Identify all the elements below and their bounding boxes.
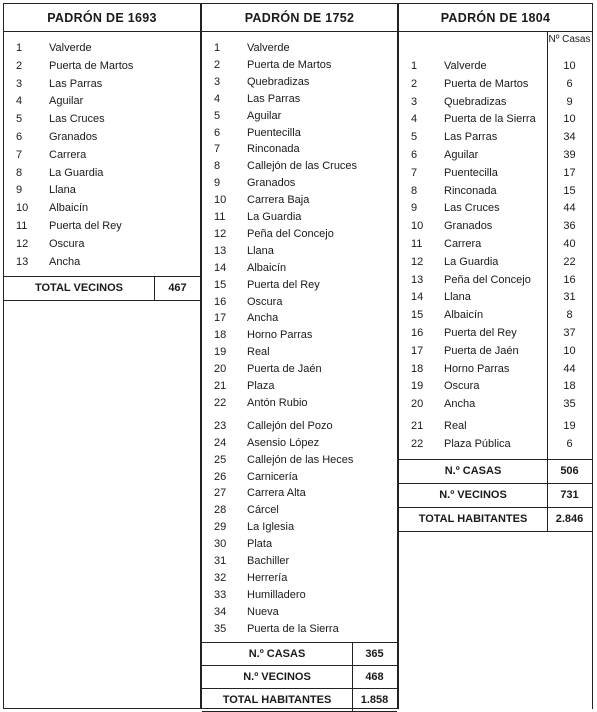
street-row [4,236,200,253]
street-number: 24 [214,436,227,449]
street-number: 8 [411,184,418,197]
street-name: Puerta de la Sierra [444,113,536,126]
street-name: Plaza Pública [444,437,511,450]
street-row [399,289,592,306]
street-row [202,378,397,395]
casas-count: 40 [563,238,576,250]
street-row [202,469,397,486]
street-number: 27 [214,487,227,500]
street-row [202,418,397,435]
street-name: Peña del Concejo [444,273,531,286]
street-name: Valverde [49,42,92,54]
street-row [202,277,397,294]
street-row [4,254,200,271]
street-name: Ancha [247,312,279,325]
street-number: 2 [16,59,23,72]
street-name: Callejón de las Cruces [247,160,358,173]
street-row [4,200,200,217]
casas-count: 22 [563,255,576,268]
street-row [202,570,397,587]
casas-count: 10 [563,344,576,357]
street-number: 12 [411,255,424,268]
street-row [4,76,200,93]
casas-count: 44 [563,202,576,215]
street-number: 33 [214,588,227,601]
street-name: Callejón de las Heces [247,453,354,466]
street-name: Puerta de Jaén [247,363,322,376]
street-number: 1 [411,60,418,72]
street-row [4,58,200,75]
census-table [3,3,593,709]
casas-count: 36 [563,220,576,233]
street-row [399,183,592,200]
street-name: Llana [444,291,471,304]
street-name: Oscura [247,295,283,308]
street-row [399,325,592,342]
street-number: 3 [411,95,418,108]
total-value: 468 [365,671,384,683]
street-name: Carrera [444,238,482,250]
total-divider [352,665,353,688]
street-name: Puerta de Martos [247,58,332,71]
street-name: Antón Rubio [247,396,308,409]
casas-count: 31 [563,291,576,304]
street-row [399,361,592,378]
street-row [202,604,397,621]
street-number: 4 [411,113,418,126]
street-number: 26 [214,470,227,483]
street-number: 5 [411,131,418,144]
street-name: La Iglesia [247,521,295,534]
totals-rule [399,483,592,484]
census-1752-column [201,3,398,709]
street-row [399,378,592,395]
casas-count: 9 [566,95,573,108]
street-number: 2 [214,58,221,71]
total-divider [352,688,353,711]
street-number: 11 [411,238,423,250]
column-title-1693: PADRÓN DE 1693 [4,4,200,32]
street-row [202,192,397,209]
street-row [202,108,397,125]
total-row [4,276,200,300]
street-number: 10 [411,220,424,233]
total-value: 506 [560,465,579,477]
street-name: Asensio López [247,436,320,449]
street-name: Carrera [49,148,87,161]
street-number: 16 [214,295,227,308]
street-row [202,226,397,243]
street-row [4,111,200,128]
street-number: 22 [411,437,424,450]
street-row [399,147,592,164]
casas-count: 15 [563,184,576,197]
casas-count: 44 [563,362,576,375]
street-row [399,165,592,182]
street-name: Rinconada [247,143,300,156]
street-name: Plata [247,538,273,551]
street-row [202,587,397,604]
street-name: Horno Parras [444,362,510,375]
street-name: Albaicín [49,202,89,215]
street-name: Puerta de la Sierra [247,622,339,635]
total-row [202,665,397,689]
casas-count: 39 [563,149,576,161]
street-name: Plaza [247,380,275,392]
street-row [202,209,397,226]
street-row [202,91,397,108]
street-row [202,175,397,192]
street-number: 7 [411,166,418,179]
total-divider [352,642,353,665]
street-name: Las Parras [247,92,301,105]
street-row [202,485,397,502]
street-number: 18 [411,362,424,375]
street-number: 10 [16,202,29,215]
street-name: Humilladero [247,588,306,601]
street-name: Albaicín [444,309,484,322]
street-number: 7 [16,148,23,161]
casas-column-divider [547,32,548,532]
total-label: N.º CASAS [444,465,502,477]
street-name: Ancha [444,398,476,411]
street-row [399,129,592,146]
street-row [202,141,397,158]
total-divider [547,483,548,507]
street-row [202,310,397,327]
street-number: 19 [411,380,424,393]
street-name: Real [247,346,270,359]
street-row [202,361,397,378]
street-name: La Guardia [444,255,499,268]
census-1693-column [3,3,201,709]
street-row [399,218,592,235]
street-row [202,395,397,412]
total-label: N.º VECINOS [243,671,311,683]
street-row [399,111,592,128]
street-row [399,272,592,289]
street-number: 35 [214,622,227,635]
street-number: 7 [214,143,221,156]
street-name: Puerta del Rey [49,220,122,232]
total-label: TOTAL HABITANTES [418,513,528,525]
street-row [4,182,200,199]
street-row [202,553,397,570]
street-number: 4 [16,95,23,108]
total-value: 467 [168,282,187,294]
total-label: TOTAL HABITANTES [222,694,332,706]
street-row [4,129,200,146]
street-number: 13 [411,273,424,286]
total-row [399,507,592,531]
street-number: 29 [214,521,227,534]
street-name: Las Cruces [49,113,105,126]
street-number: 23 [214,419,227,432]
street-number: 6 [214,126,221,139]
street-row [202,40,397,57]
street-name: Carrera Alta [247,487,306,500]
street-row [202,327,397,344]
casas-count: 6 [566,77,573,90]
street-row [202,435,397,452]
casas-count: 35 [563,398,576,411]
street-number: 25 [214,453,227,466]
street-row [4,93,200,110]
street-row [399,200,592,217]
street-row [4,147,200,164]
street-name: Horno Parras [247,329,313,342]
street-number: 14 [411,291,424,304]
total-value: 1.858 [360,694,389,706]
casas-count: 17 [563,166,576,179]
street-name: Granados [247,177,296,190]
totals-rule [202,688,397,689]
street-number: 3 [16,77,23,90]
totals-rule [399,507,592,508]
street-name: Albaicín [247,261,287,274]
street-row [399,307,592,324]
street-number: 10 [214,194,227,207]
street-name: Nueva [247,605,279,618]
street-row [202,536,397,553]
street-number: 32 [214,571,227,584]
street-name: Llana [49,184,76,197]
totals-rule [202,642,397,643]
casas-count: 8 [566,309,573,322]
street-row [4,165,200,182]
street-number: 14 [214,261,227,274]
total-value: 365 [365,648,384,660]
total-divider [547,507,548,531]
street-row [202,74,397,91]
street-row [202,125,397,142]
street-row [399,58,592,75]
street-name: Oscura [49,237,85,250]
casas-column-header: Nº Casas [548,34,591,45]
total-divider [547,459,548,483]
street-number: 9 [214,177,221,190]
street-number: 6 [411,149,418,161]
street-name: Real [444,420,467,432]
street-number: 3 [214,75,221,88]
street-name: Aguilar [444,149,479,161]
street-number: 12 [16,237,29,250]
street-name: Las Cruces [444,202,500,215]
street-number: 8 [16,166,23,179]
street-number: 28 [214,504,227,517]
street-row [202,502,397,519]
totals-end-rule [4,300,200,301]
casas-count: 37 [563,327,576,339]
street-row [202,519,397,536]
street-name: Puerta de Martos [444,77,529,90]
street-number: 6 [16,131,23,143]
totals-rule [399,459,592,460]
street-name: Puerta del Rey [444,327,517,339]
street-name: Granados [49,131,98,143]
street-row [202,260,397,277]
street-number: 13 [16,255,29,268]
street-name: Carrera Baja [247,194,310,207]
street-number: 5 [214,109,221,122]
casas-count: 10 [563,60,576,72]
street-row [202,158,397,175]
street-name: Valverde [247,42,290,54]
casas-count: 34 [563,131,576,144]
street-row [399,343,592,360]
street-name: Puentecilla [444,166,498,179]
street-number: 21 [411,420,424,432]
street-name: Carnicería [247,470,298,483]
casas-count: 16 [563,273,576,286]
street-name: Granados [444,220,493,233]
street-row [202,621,397,638]
street-number: 18 [214,329,227,342]
total-value: 2.846 [555,513,584,525]
totals-rule [4,276,200,277]
street-number: 20 [214,363,227,376]
street-row [399,94,592,111]
street-name: Aguilar [49,95,84,108]
street-number: 13 [214,244,227,257]
street-name: Puentecilla [247,126,301,139]
street-number: 17 [214,312,227,325]
street-number: 2 [411,77,418,90]
street-name: Aguilar [247,109,282,122]
street-name: Las Parras [49,77,103,90]
street-number: 1 [214,42,221,54]
street-name: Rinconada [444,184,497,197]
street-row [4,40,200,57]
total-value: 731 [560,489,579,501]
street-number: 31 [214,555,227,567]
street-name: Puerta de Jaén [444,344,519,357]
total-row [202,688,397,712]
casas-count: 6 [566,437,573,450]
street-number: 34 [214,605,227,618]
street-row [202,452,397,469]
street-row [399,436,592,453]
casas-count: 18 [563,380,576,393]
census-1804-column [398,3,593,709]
street-number: 15 [214,278,227,291]
column-title-1804: PADRÓN DE 1804 [399,4,592,32]
street-row [202,344,397,361]
column-title-1752: PADRÓN DE 1752 [202,4,397,32]
street-row [399,418,592,435]
street-number: 9 [411,202,418,215]
totals-end-rule [399,531,592,532]
total-label: TOTAL VECINOS [34,282,123,294]
street-name: Quebradizas [247,75,310,88]
street-row [399,396,592,413]
street-number: 5 [16,113,23,126]
street-name: La Guardia [49,166,104,179]
street-number: 15 [411,309,424,322]
totals-rule [202,665,397,666]
street-name: Puerta del Rey [247,278,320,291]
total-divider [154,276,155,300]
street-name: Ancha [49,255,81,268]
street-name: Oscura [444,380,480,393]
street-number: 11 [16,220,28,232]
street-row [202,243,397,260]
street-name: Las Parras [444,131,498,144]
street-row [202,57,397,74]
street-row [4,218,200,235]
street-number: 9 [16,184,23,197]
total-label: N.º VECINOS [439,489,507,501]
street-name: Valverde [444,60,487,72]
casas-count: 19 [563,420,576,432]
street-number: 11 [214,211,226,223]
street-name: Peña del Concejo [247,227,334,240]
street-name: Herrería [247,571,288,584]
street-name: Llana [247,244,274,257]
street-row [399,254,592,271]
street-number: 30 [214,538,227,551]
street-number: 1 [16,42,23,54]
total-row [399,459,592,483]
street-row [399,236,592,253]
street-number: 22 [214,396,227,409]
street-name: La Guardia [247,211,302,223]
street-name: Callejón del Pozo [247,419,333,432]
street-number: 17 [411,344,424,357]
street-number: 16 [411,327,424,339]
total-label: N.º CASAS [248,648,306,660]
street-name: Cárcel [247,504,279,517]
street-name: Bachiller [247,555,290,567]
street-name: Quebradizas [444,95,507,108]
total-row [202,642,397,666]
street-number: 4 [214,92,221,105]
casas-count: 10 [563,113,576,126]
street-number: 8 [214,160,221,173]
street-row [399,76,592,93]
street-number: 21 [214,380,227,392]
street-number: 19 [214,346,227,359]
street-row [202,294,397,311]
street-name: Puerta de Martos [49,59,134,72]
total-row [399,483,592,507]
street-number: 12 [214,227,227,240]
street-number: 20 [411,398,424,411]
